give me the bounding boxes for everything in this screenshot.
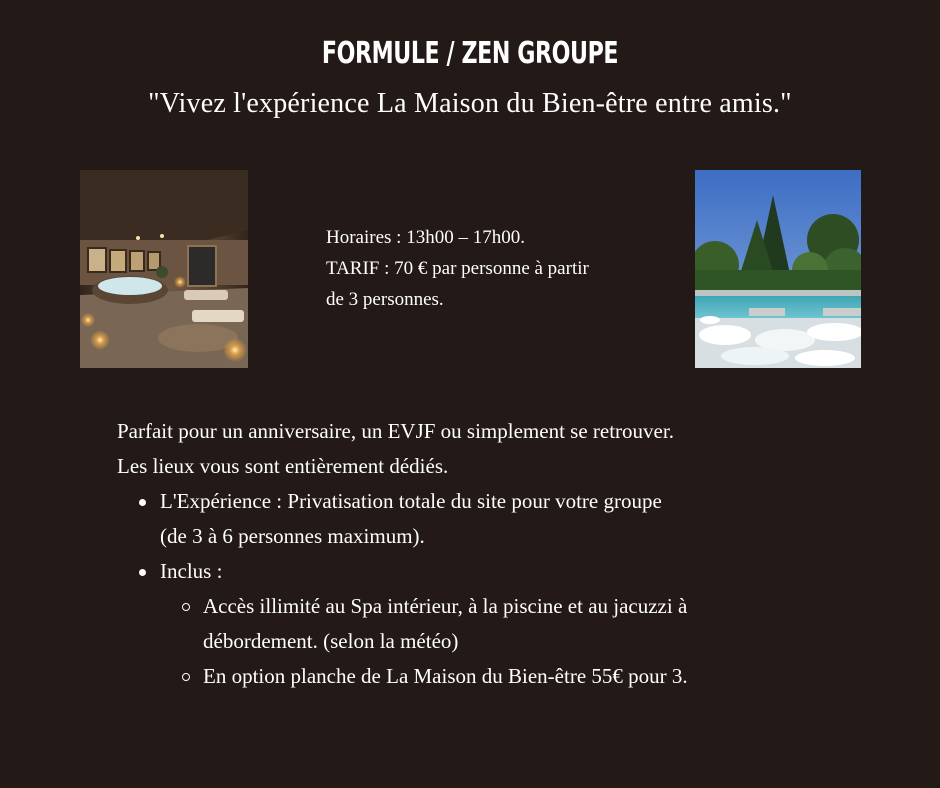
price-text-line1: TARIF : 70 € par personne à partir — [326, 258, 589, 279]
page-title: FORMULE / ZEN GROUPE — [321, 36, 619, 71]
features-list — [117, 484, 817, 694]
intro-line1: Parfait pour un anniversaire, un EVJF ou simplement se retrouver. — [117, 419, 674, 443]
list-item — [160, 554, 817, 694]
experience-line2: (de 3 à 6 personnes maximum). — [160, 524, 425, 548]
description — [117, 414, 817, 694]
experience-line1: L'Expérience : Privatisation totale du site pour votre groupe — [160, 489, 662, 513]
included-label: Inclus : — [160, 559, 223, 583]
schedule-and-price — [326, 222, 676, 315]
list-item — [203, 589, 817, 659]
access-line1: Accès illimité au Spa intérieur, à la piscine et au jacuzzi à — [203, 594, 688, 618]
list-item — [203, 659, 817, 694]
hours-text: Horaires : 13h00 – 17h00. — [326, 227, 525, 248]
price-text-line2: de 3 personnes. — [326, 289, 444, 310]
included-sublist — [160, 589, 817, 694]
list-item — [160, 484, 817, 554]
intro-line2: Les lieux vous sont entièrement dédiés. — [117, 454, 449, 478]
outdoor-pool-photo — [695, 170, 861, 368]
bullet-icon — [139, 499, 146, 506]
circle-bullet-icon — [182, 673, 190, 681]
bullet-icon — [139, 569, 146, 576]
option-line: En option planche de La Maison du Bien-être 55€ pour 3. — [203, 664, 688, 688]
page-subtitle: "Vivez l'expérience La Maison du Bien-être entre amis." — [148, 88, 792, 119]
access-line2: débordement. (selon la météo) — [203, 629, 459, 653]
circle-bullet-icon — [182, 603, 190, 611]
indoor-spa-photo — [80, 170, 248, 368]
